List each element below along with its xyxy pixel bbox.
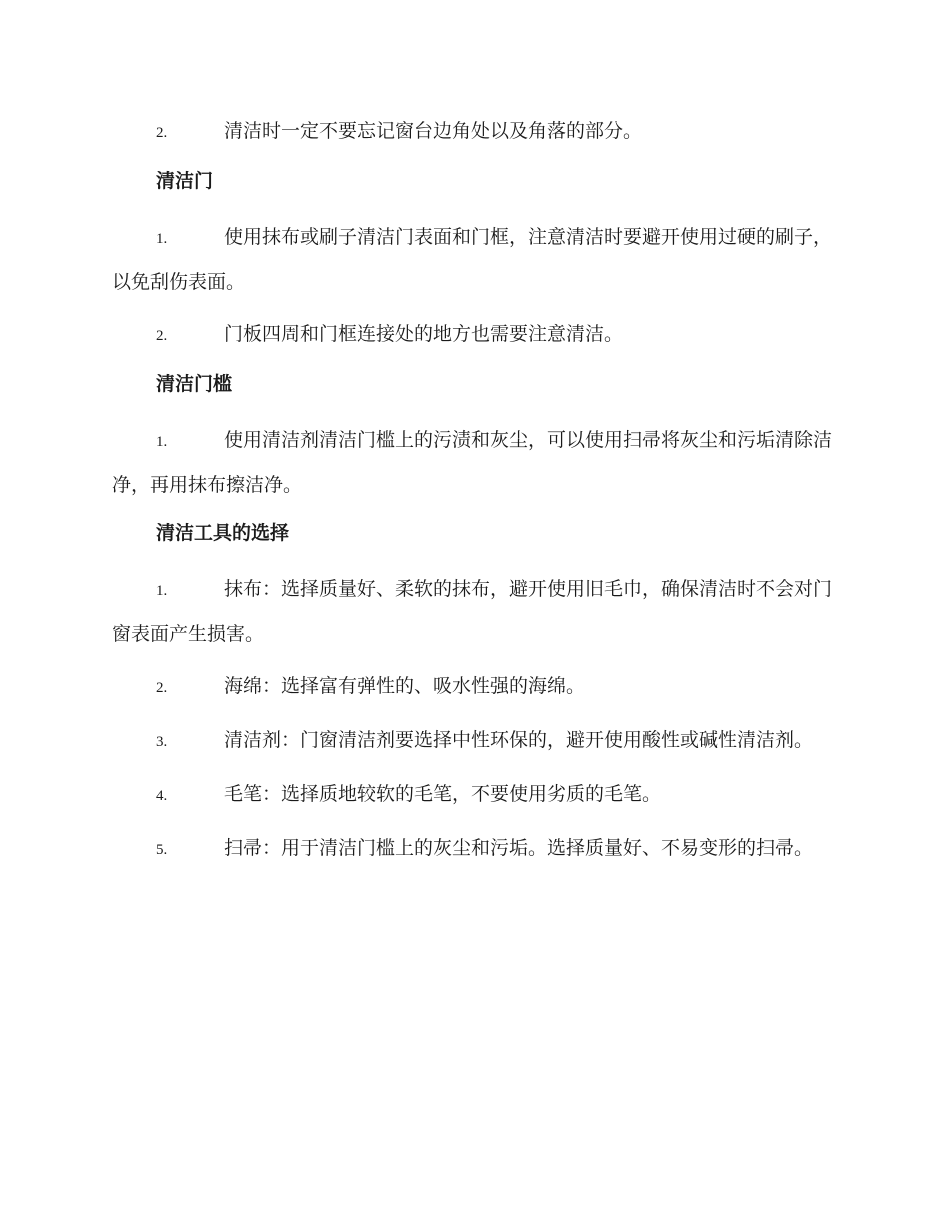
list-item-text: 清洁时一定不要忘记窗台边角处以及角落的部分。 — [224, 120, 643, 142]
list-item-text: 扫帚：用于清洁门槛上的灰尘和污垢。选择质量好、不易变形的扫帚。 — [224, 837, 814, 859]
list-item-number: 2. — [156, 328, 168, 344]
list-item-text: 海绵：选择富有弹性的、吸水性强的海绵。 — [224, 675, 586, 697]
list-item-text: 抹布：选择质量好、柔软的抹布，避开使用旧毛巾，确保清洁时不会对门窗表面产生损害。 — [112, 578, 833, 645]
list-item — [112, 568, 832, 656]
list-item-text: 毛笔：选择质地较软的毛笔，不要使用劣质的毛笔。 — [224, 783, 662, 805]
list-item-number: 2. — [156, 680, 168, 696]
list-item-number: 2. — [156, 125, 168, 141]
list-item — [112, 665, 832, 710]
list-item — [112, 216, 832, 304]
list-item-number: 1. — [156, 434, 168, 450]
list-item — [112, 827, 832, 872]
list-item-text: 清洁剂：门窗清洁剂要选择中性环保的，避开使用酸性或碱性清洁剂。 — [224, 729, 814, 751]
list-item-text: 使用抹布或刷子清洁门表面和门框，注意清洁时要避开使用过硬的刷子，以免刮伤表面。 — [112, 226, 833, 293]
list-item-number: 1. — [156, 231, 168, 247]
document-body — [112, 110, 832, 881]
section-heading-clean-threshold: 清洁门槛 — [156, 373, 233, 395]
list-item — [112, 110, 832, 155]
section-heading-cleaning-tools: 清洁工具的选择 — [156, 522, 290, 544]
list-item-number: 5. — [156, 842, 168, 858]
list-item-number: 4. — [156, 788, 168, 804]
list-item-text: 使用清洁剂清洁门槛上的污渍和灰尘，可以使用扫帚将灰尘和污垢清除洁净，再用抹布擦洁净。 — [112, 429, 833, 496]
list-item — [112, 719, 832, 764]
list-item — [112, 773, 832, 818]
list-item — [112, 313, 832, 358]
list-item-text: 门板四周和门框连接处的地方也需要注意清洁。 — [224, 323, 624, 345]
list-item-number: 1. — [156, 583, 168, 599]
section-heading-clean-door: 清洁门 — [156, 170, 214, 192]
list-item-number: 3. — [156, 734, 168, 750]
list-item — [112, 419, 832, 507]
